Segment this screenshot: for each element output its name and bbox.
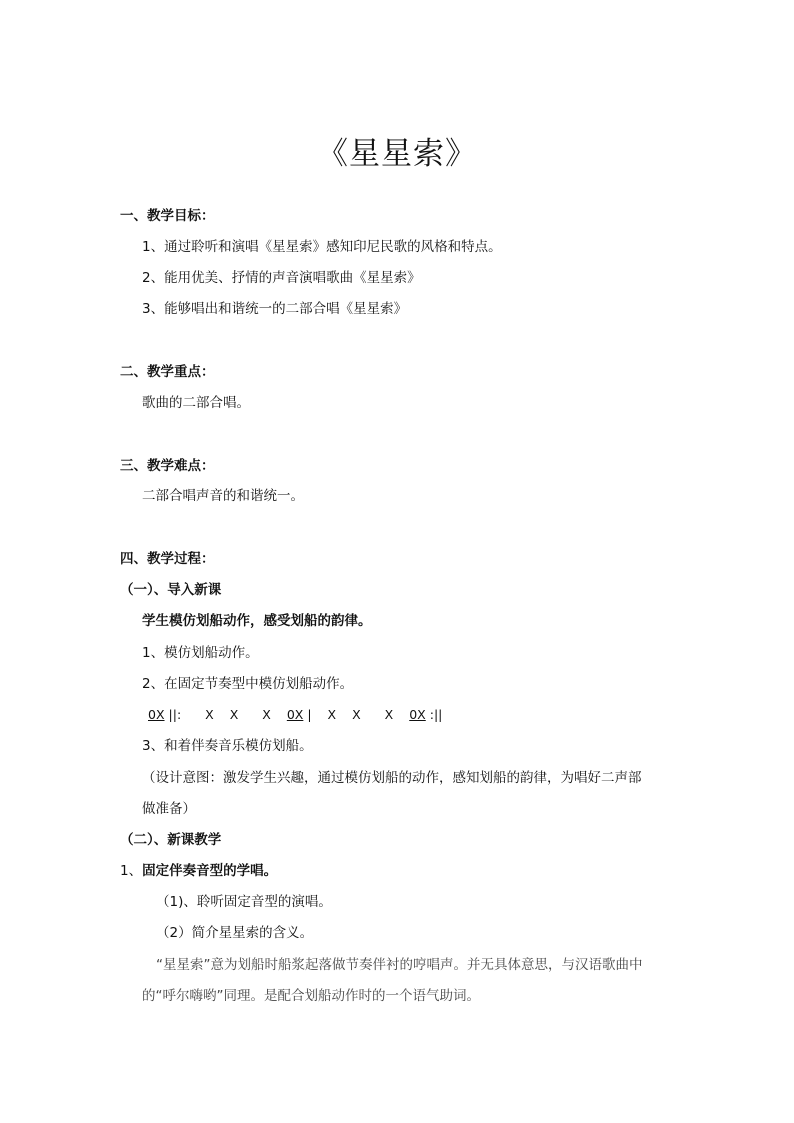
- section-heading-objectives: 一、教学目标：: [120, 208, 215, 224]
- design-note-line-2: 做准备）: [142, 801, 196, 817]
- subsection-heading-intro: （一）、导入新课: [120, 582, 222, 598]
- subsection-heading-new-lesson: （二）、新课教学: [120, 832, 222, 848]
- rhythm-token: X: [327, 707, 337, 722]
- section-heading-difficulties: 三、教学难点：: [120, 458, 215, 474]
- sub-title: 固定伴奏音型的学唱。: [142, 863, 278, 879]
- objective-item-2: 2、能用优美、抒情的声音演唱歌曲《星星索》: [142, 270, 421, 286]
- rhythm-token: X: [229, 707, 239, 722]
- section-heading-key-points: 二、教学重点：: [120, 364, 215, 380]
- intro-step-2: 2、在固定节奏型中模仿划船动作。: [142, 676, 354, 692]
- rhythm-token: ||:: [168, 707, 182, 722]
- rhythm-token: :||: [429, 707, 443, 722]
- rhythm-token: X: [205, 707, 214, 722]
- design-note-line-1: （设计意图：激发学生兴趣，通过模仿划船的动作，感知划船的韵律，为唱好二声部: [142, 770, 642, 786]
- section-heading-process: 四、教学过程：: [120, 551, 215, 567]
- rhythm-token: 0X: [286, 707, 304, 722]
- rhythm-token: 0X: [148, 707, 165, 722]
- new-lesson-sub-1: [120, 861, 277, 881]
- intro-step-3: 3、和着伴奏音乐模仿划船。: [142, 738, 313, 754]
- rhythm-token: X: [384, 707, 394, 722]
- key-points-body: 歌曲的二部合唱。: [142, 395, 250, 411]
- page-title: 《星星索》: [317, 136, 477, 172]
- meaning-paragraph-line-1: “星星索”意为划船时船浆起落做节奏伴衬的哼唱声。并无具体意思，与汉语歌曲中: [156, 957, 643, 973]
- rhythm-token: X: [262, 707, 271, 722]
- intro-lead: 学生模仿划船动作，感受划船的韵律。: [142, 613, 372, 629]
- meaning-paragraph-line-2: 的“呼尔嗨哟”同理。是配合划船动作时的一个语气助词。: [142, 988, 480, 1004]
- objective-item-3: 3、能够唱出和谐统一的二部合唱《星星索》: [142, 301, 408, 317]
- new-lesson-item-2: （2）简介星星索的含义。: [156, 925, 314, 941]
- rhythm-token: 0X: [409, 707, 426, 722]
- objective-item-1: 1、通过聆听和演唱《星星索》感知印尼民歌的风格和特点。: [142, 239, 502, 255]
- difficulties-body: 二部合唱声音的和谐统一。: [142, 488, 304, 504]
- intro-step-1: 1、模仿划船动作。: [142, 645, 259, 661]
- rhythm-token: |: [307, 707, 312, 722]
- new-lesson-item-1: （1)、聆听固定音型的演唱。: [156, 894, 332, 910]
- rhythm-pattern: [148, 705, 442, 725]
- sub-number: 1、: [120, 863, 143, 879]
- rhythm-token: X: [352, 707, 361, 722]
